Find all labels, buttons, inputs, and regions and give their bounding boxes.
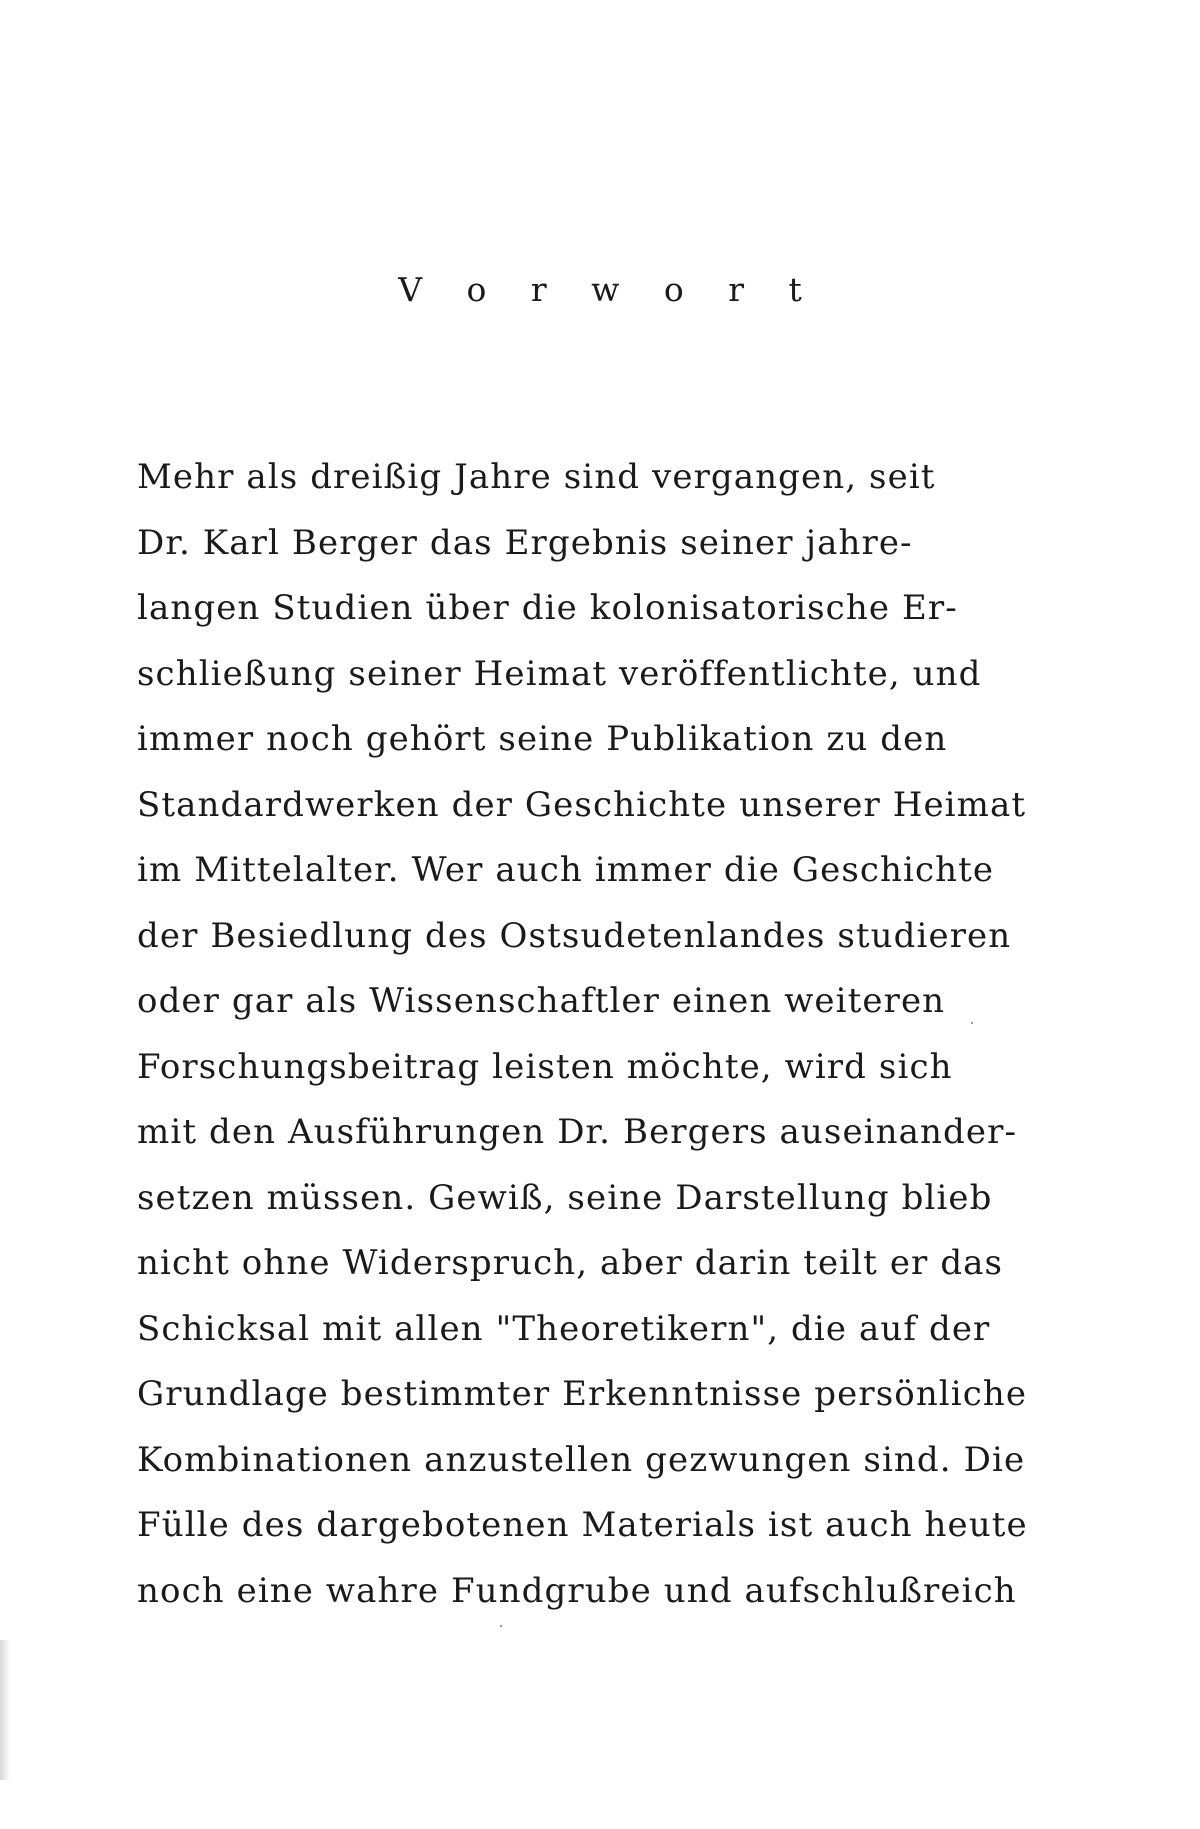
text-line: langen Studien über die kolonisatorische Er- bbox=[137, 588, 958, 628]
text-line: noch eine wahre Fundgrube und aufschlußreich bbox=[137, 1570, 1017, 1611]
page-title: V o r w o r t bbox=[398, 270, 819, 309]
text-line: Kombinationen anzustellen gezwungen sind. Die bbox=[137, 1439, 1026, 1480]
text-line: Forschungsbeitrag leisten möchte, wird sich bbox=[137, 1046, 953, 1087]
text-line: schließung seiner Heimat veröffentlichte, und bbox=[137, 653, 982, 694]
text-line: Standardwerken der Geschichte unserer Heimat bbox=[137, 784, 1027, 825]
text-line: Dr. Karl Berger das Ergebnis seiner jahre- bbox=[137, 522, 913, 563]
text-line: nicht ohne Widerspruch, aber darin teilt er das bbox=[137, 1243, 1004, 1283]
body-text bbox=[137, 445, 1097, 1624]
text-line: oder gar als Wissenschaftler einen weiteren bbox=[137, 981, 946, 1021]
text-line: der Besiedlung des Ostsudetenlandes studieren bbox=[137, 915, 1012, 956]
text-line: im Mittelalter. Wer auch immer die Geschichte bbox=[137, 850, 995, 890]
text-line: setzen müssen. Gewiß, seine Darstellung blieb bbox=[137, 1177, 993, 1218]
page-edge-shadow bbox=[0, 1640, 10, 1780]
text-line: Schicksal mit allen "Theoretikern", die auf der bbox=[137, 1308, 991, 1349]
text-line: Fülle des dargebotenen Materials ist auch heute bbox=[137, 1505, 1028, 1545]
text-line: Grundlage bestimmter Erkenntnisse persönliche bbox=[137, 1374, 1028, 1414]
scan-speck bbox=[971, 1022, 973, 1024]
text-line: mit den Ausführungen Dr. Bergers auseinander- bbox=[137, 1112, 1018, 1152]
text-line: immer noch gehört seine Publikation zu den bbox=[137, 719, 948, 759]
text-line: Mehr als dreißig Jahre sind vergangen, seit bbox=[137, 457, 936, 497]
scan-speck bbox=[500, 1625, 502, 1627]
